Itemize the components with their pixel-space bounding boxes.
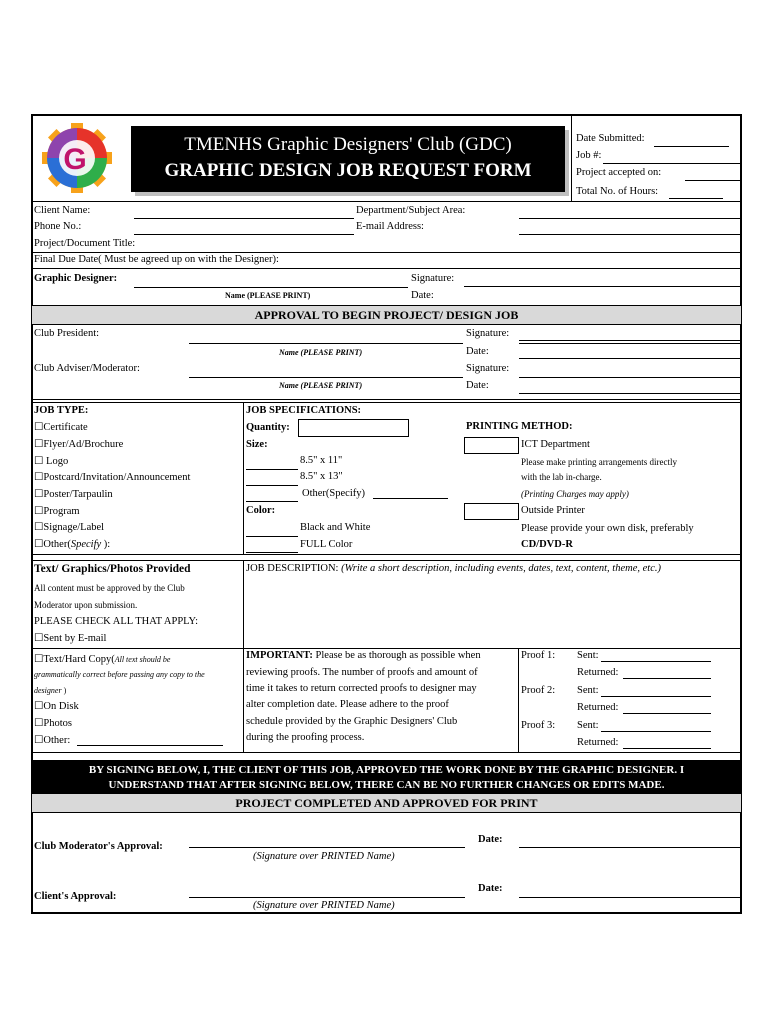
important-line-2: reviewing proofs. The number of proofs and amount of — [246, 667, 478, 678]
date-submitted-field[interactable] — [654, 146, 729, 147]
photos-checkbox[interactable]: ☐Photos — [34, 718, 73, 729]
adviser-signature-label: Signature: — [466, 363, 510, 374]
job-type-signage[interactable]: ☐Signage/Label — [34, 522, 105, 533]
adviser-label: Club Adviser/Moderator: — [34, 363, 140, 374]
important-line-6: during the proofing process. — [246, 732, 365, 743]
job-type-postcard[interactable]: ☐Postcard/Invitation/Announcement — [34, 472, 191, 483]
important-line-1: IMPORTANT: Please be as thorough as possible when — [246, 650, 481, 661]
important-line-5: schedule provided by the Graphic Designers' Club — [246, 716, 458, 727]
department-field[interactable] — [519, 218, 741, 219]
proof-1-sent-field[interactable] — [601, 661, 711, 662]
proof-1-returned-field[interactable] — [623, 678, 711, 679]
president-name-field[interactable] — [189, 343, 463, 344]
proof-2-sent-field[interactable] — [601, 696, 711, 697]
ict-note-2: with the lab in-charge. — [521, 472, 602, 482]
proof-3-sent-label: Sent: — [577, 720, 599, 731]
moderator-date-label: Date: — [478, 834, 503, 845]
outside-printer-label: Outside Printer — [521, 505, 585, 516]
client-signature-field[interactable] — [189, 897, 465, 898]
quantity-label: Quantity: — [246, 422, 290, 433]
on-disk-checkbox[interactable]: ☐On Disk — [34, 701, 79, 712]
adviser-date-field[interactable] — [519, 393, 741, 394]
proof-3-returned-field[interactable] — [623, 748, 711, 749]
phone-field[interactable] — [134, 234, 354, 235]
final-due-label: Final Due Date( Must be agreed up on with the Designer): — [34, 254, 279, 265]
hard-copy-checkbox[interactable]: ☐Text/Hard Copy(All text should be — [34, 654, 171, 665]
proof-1-label: Proof 1: — [521, 650, 556, 661]
moderator-signature-field[interactable] — [189, 847, 465, 848]
president-signature-field[interactable] — [519, 340, 741, 341]
client-date-field[interactable] — [519, 897, 741, 898]
adviser-name-field[interactable] — [189, 377, 463, 378]
quantity-input[interactable] — [298, 419, 409, 437]
president-date-label: Date: — [466, 346, 489, 357]
adviser-name-print-hint: Name (PLEASE PRINT) — [279, 381, 363, 390]
specs-heading: JOB SPECIFICATIONS: — [246, 405, 362, 416]
ict-label: ICT Department — [521, 439, 590, 450]
email-field[interactable] — [519, 234, 741, 235]
president-label: Club President: — [34, 328, 100, 339]
color-full: FULL Color — [300, 539, 353, 550]
job-type-program[interactable]: ☐Program — [34, 506, 80, 517]
club-title: TMENHS Graphic Designers' Club (GDC) — [184, 134, 512, 155]
email-label: E-mail Address: — [356, 221, 424, 232]
check-all-label: PLEASE CHECK ALL THAT APPLY: — [34, 616, 199, 627]
important-line-3: time it takes to return corrected proofs to designer may — [246, 683, 477, 694]
proof-3-label: Proof 3: — [521, 720, 556, 731]
approval-band: APPROVAL TO BEGIN PROJECT/ DESIGN JOB — [32, 305, 741, 325]
size-other-check[interactable] — [246, 501, 298, 502]
job-type-flyer[interactable]: ☐Flyer/Ad/Brochure — [34, 439, 124, 450]
size-other-field[interactable] — [373, 498, 448, 499]
client-agreement-statement: BY SIGNING BELOW, I, THE CLIENT OF THIS JOB, APPROVED THE WORK DONE BY THE GRAPHIC DESIGNER. I UNDERSTAND THAT AFTER SIGNING BELOW, THERE CAN BE NO FURTHER CHANGES OR EDITS MADE. — [32, 760, 741, 794]
total-hours-label: Total No. of Hours: — [576, 186, 659, 197]
size-legal: 8.5" x 13" — [300, 471, 343, 482]
client-signature-hint: (Signature over PRINTED Name) — [253, 900, 395, 911]
title-banner — [131, 126, 565, 192]
designer-name-print-hint: Name (PLEASE PRINT) — [225, 291, 311, 300]
proof-1-returned-label: Returned: — [577, 667, 619, 678]
job-type-heading: JOB TYPE: — [34, 405, 89, 416]
moderator-date-field[interactable] — [519, 847, 741, 848]
text-graphics-note-2: Moderator upon submission. — [34, 600, 138, 610]
client-date-label: Date: — [478, 883, 503, 894]
proof-3-sent-field[interactable] — [601, 731, 711, 732]
job-no-field[interactable] — [603, 163, 741, 164]
project-accepted-label: Project accepted on: — [576, 167, 662, 178]
size-legal-check[interactable] — [246, 485, 298, 486]
size-letter: 8.5" x 11" — [300, 455, 343, 466]
phone-label: Phone No.: — [34, 221, 82, 232]
designer-label: Graphic Designer: — [34, 273, 118, 284]
designer-date-label: Date: — [411, 290, 434, 301]
text-graphics-note-1: All content must be approved by the Club — [34, 583, 185, 593]
date-submitted-label: Date Submitted: — [576, 133, 645, 144]
job-type-other[interactable]: ☐Other(Specify ): — [34, 539, 111, 550]
other-field[interactable] — [77, 745, 223, 746]
size-letter-check[interactable] — [246, 469, 298, 470]
president-date-field[interactable] — [519, 358, 741, 359]
outside-printer-media: CD/DVD-R — [521, 539, 573, 550]
gdc-logo — [40, 123, 114, 193]
proof-2-sent-label: Sent: — [577, 685, 599, 696]
size-label: Size: — [246, 439, 268, 450]
adviser-signature-field[interactable] — [519, 377, 741, 378]
total-hours-field[interactable] — [669, 198, 723, 199]
proof-3-returned-label: Returned: — [577, 737, 619, 748]
ict-note-1: Please make printing arrangements directly — [521, 457, 677, 467]
department-label: Department/Subject Area: — [356, 205, 466, 216]
president-signature-label: Signature: — [466, 328, 510, 339]
job-type-logo[interactable]: ☐ Logo — [34, 456, 69, 467]
important-line-4: alter completion date. Please adhere to the proof — [246, 699, 449, 710]
size-other: Other(Specify) — [302, 488, 365, 499]
job-description-field[interactable] — [246, 578, 740, 646]
svg-text:G: G — [63, 143, 87, 176]
outside-printer-checkbox[interactable] — [464, 503, 519, 520]
moderator-approval-label: Club Moderator's Approval: — [34, 841, 163, 852]
designer-signature-field[interactable] — [464, 286, 741, 287]
client-name-label: Client Name: — [34, 205, 91, 216]
color-label: Color: — [246, 505, 276, 516]
job-type-poster[interactable]: ☐Poster/Tarpaulin — [34, 489, 113, 500]
proof-2-returned-label: Returned: — [577, 702, 619, 713]
hard-copy-note-2: grammatically correct before passing any copy to the — [34, 670, 205, 679]
project-accepted-field[interactable] — [685, 180, 741, 181]
printing-heading: PRINTING METHOD: — [466, 421, 573, 432]
adviser-date-label: Date: — [466, 380, 489, 391]
color-bw: Black and White — [300, 522, 371, 533]
designer-signature-label: Signature: — [411, 273, 455, 284]
president-name-print-hint: Name (PLEASE PRINT) — [279, 348, 363, 357]
job-no-label: Job #: — [576, 150, 602, 161]
other-checkbox[interactable]: ☐Other: — [34, 735, 71, 746]
moderator-signature-hint: (Signature over PRINTED Name) — [253, 851, 395, 862]
proof-1-sent-label: Sent: — [577, 650, 599, 661]
client-approval-label: Client's Approval: — [34, 891, 117, 902]
text-graphics-heading: Text/ Graphics/Photos Provided — [34, 563, 191, 575]
sent-by-email-checkbox[interactable]: ☐Sent by E-mail — [34, 633, 107, 644]
color-bw-check[interactable] — [246, 536, 298, 537]
color-full-check[interactable] — [246, 552, 298, 553]
project-title-label: Project/Document Title: — [34, 238, 136, 249]
client-name-field[interactable] — [134, 218, 354, 219]
ict-note-3: (Printing Charges may apply) — [521, 489, 629, 499]
proof-2-returned-field[interactable] — [623, 713, 711, 714]
job-description-label: JOB DESCRIPTION: (Write a short description, including events, dates, text, content, theme, etc.) — [246, 563, 661, 574]
completed-band: PROJECT COMPLETED AND APPROVED FOR PRINT — [32, 794, 741, 813]
job-type-certificate[interactable]: ☐Certificate — [34, 422, 88, 433]
proof-2-label: Proof 2: — [521, 685, 556, 696]
ict-checkbox[interactable] — [464, 437, 519, 454]
form-title: GRAPHIC DESIGN JOB REQUEST FORM — [164, 160, 532, 181]
designer-name-field[interactable] — [134, 287, 408, 288]
outside-printer-note: Please provide your own disk, preferably — [521, 523, 694, 534]
hard-copy-note-3: designer ) — [34, 686, 67, 695]
